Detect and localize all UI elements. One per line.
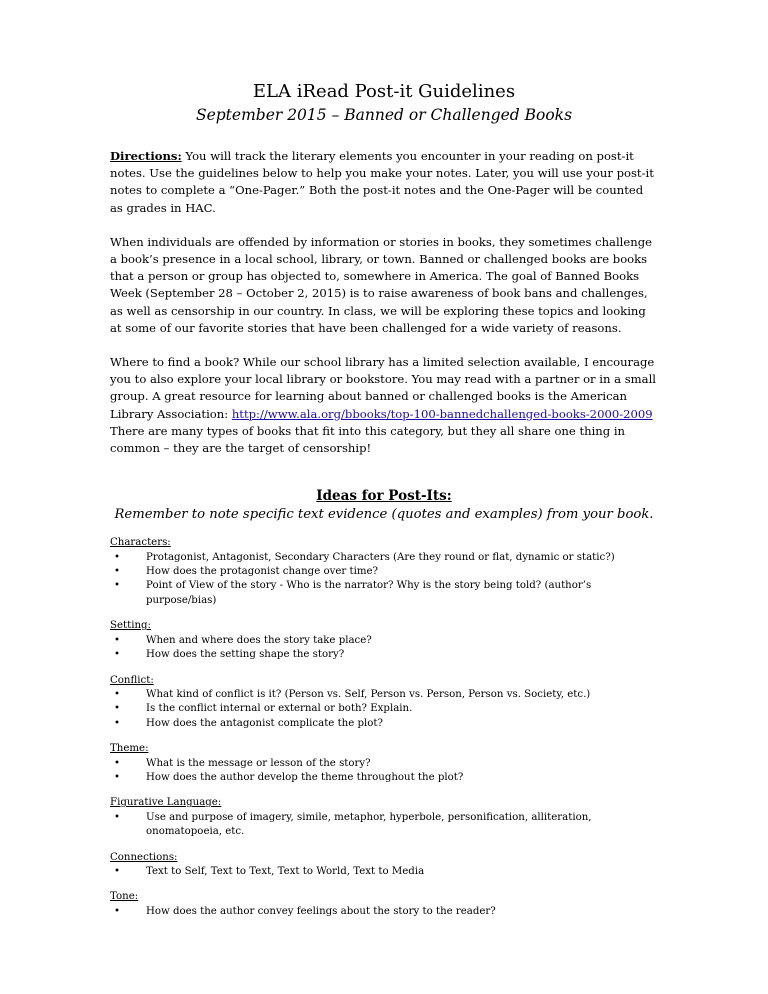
section-tone [110,890,658,919]
bullet-icon: • [114,688,121,700]
section-characters [110,536,658,608]
list-item [110,905,658,919]
list-item [110,565,658,579]
bullet-icon: • [114,566,121,578]
section-label: Setting: [110,620,151,632]
bullet-list [110,688,658,731]
bullet-list [110,865,658,879]
where-to-find-paragraph [110,354,658,457]
document-subtitle: September 2015 – Banned or Challenged Books [195,106,573,124]
list-item [110,702,658,716]
bullet-list [110,634,658,663]
section-label: Connections: [110,851,178,863]
list-item [110,688,658,702]
section-label: Figurative Language: [110,797,222,809]
section-label: Theme: [110,743,149,755]
list-item [110,811,658,840]
list-item-text: How does the antagonist complicate the plot? [146,717,383,729]
bullet-icon: • [114,865,121,877]
ideas-heading: Ideas for Post-Its: [316,488,452,505]
ala-link[interactable]: http://www.ala.org/bbooks/top-100-bannedchallenged-books-2000-2009 [231,406,653,421]
ideas-subheading: Remember to note specific text evidence (quotes and examples) from your book. [114,507,654,523]
section-setting [110,619,658,662]
list-item-text: How does the author convey feelings about the story to the reader? [146,905,496,917]
bullet-icon: • [114,649,121,661]
bullet-icon: • [114,580,121,592]
bullet-list [110,811,658,840]
list-item [110,757,658,771]
list-item-text: How does the protagonist change over time? [146,566,378,578]
bullet-icon: • [114,771,121,783]
bullet-icon: • [114,757,121,769]
list-item [110,771,658,785]
list-item [110,648,658,662]
list-item [110,865,658,879]
bullet-icon: • [114,551,121,563]
list-item [110,551,658,565]
where-to-find-text: Where to find a book? While our school library has a limited selection available, I encourage you to also explore your local library or bookstore. You may read with a partner or in a small group. A great resource for learning about banned or challenged books is the American Library Association: [110,355,657,421]
directions-text: You will track the literary elements you encounter in your reading on post-it notes. Use the guidelines below to help you make your notes. Later, you will use your post-it notes to complete a “One-Pager.” Both the post-it notes and the One-Pager will be counted as grades in HAC. [110,149,654,215]
bullet-icon: • [114,634,121,646]
list-item-text: Point of View of the story - Who is the narrator? Why is the story being told? (author’s purpose/bias) [146,580,592,606]
ideas-sections [110,536,658,919]
bullet-icon: • [114,703,121,715]
list-item-text: How does the author develop the theme throughout the plot? [146,771,464,783]
list-item-text: Text to Self, Text to Text, Text to World, Text to Media [146,865,425,877]
directions-label: Directions: [110,149,182,163]
section-figurative-language [110,796,658,839]
list-item-text: When and where does the story take place? [146,634,372,646]
bullet-icon: • [114,717,121,729]
list-item-text: Protagonist, Antagonist, Secondary Characters (Are they round or flat, dynamic or static?) [146,551,615,563]
banned-books-paragraph: When individuals are offended by information or stories in books, they sometimes challenge a book’s presence in a local school, library, or town. Banned or challenged books are books that a person or group has objected to, somewhere in America. The goal of Banned Books Week (September 28 – October 2, 2015) is to raise awareness of book bans and challenges, as well as censorship in our country. In class, we will be exploring these topics and looking at some of our favorite stories that have been challenged for a wide variety of reasons. [110,234,652,335]
bullet-list [110,757,658,786]
bullet-icon: • [114,905,121,917]
list-item-text: Use and purpose of imagery, simile, metaphor, hyperbole, personification, alliteration, onomatopoeia, etc. [146,811,592,838]
list-item-text: What kind of conflict is it? (Person vs. Self, Person vs. Person, Person vs. Society, etc.) [146,688,591,700]
where-to-find-text-end: There are many types of books that fit into this category, but they all share one thing in common – they are the target of censorship! [110,423,626,456]
bullet-icon: • [114,811,121,823]
document-title: ELA iRead Post-it Guidelines [252,81,516,102]
section-theme [110,742,658,785]
list-item-text: Is the conflict internal or external or both? Explain. [146,703,413,715]
directions-paragraph [110,148,658,217]
section-label: Characters: [110,537,171,549]
bullet-list [110,551,658,609]
list-item [110,579,658,608]
list-item [110,717,658,731]
list-item-text: How does the setting shape the story? [146,649,345,661]
list-item-text: What is the message or lesson of the story? [146,757,371,769]
bullet-list [110,905,658,919]
section-conflict [110,674,658,732]
section-label: Tone: [110,891,139,903]
section-label: Conflict: [110,674,154,686]
list-item [110,634,658,648]
section-connections [110,851,658,880]
